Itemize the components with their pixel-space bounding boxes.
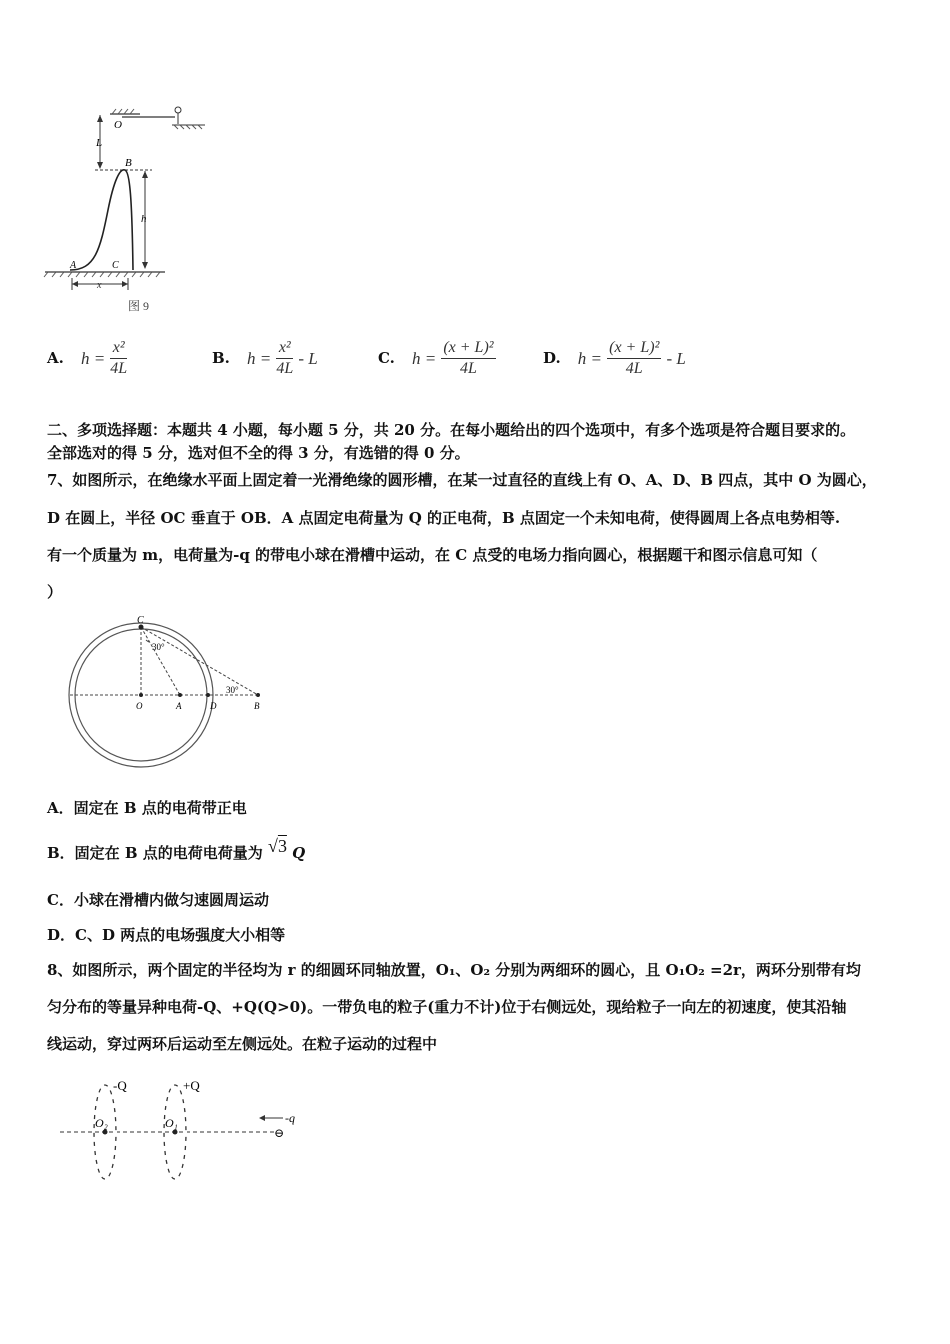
q7-line1: 7、如图所示，在绝缘水平面上固定着一光滑绝缘的圆形槽，在某一过直径的直线上有 O、A、D、B 四点，其中 O 为圆心，: [47, 471, 877, 489]
label-l: L: [96, 137, 103, 149]
label-b: B: [125, 157, 132, 169]
q6-option-b[interactable]: [212, 338, 318, 379]
q8-line3: 线运动，穿过两环后运动至左侧远处。在粒子运动的过程中: [47, 1035, 438, 1053]
option-d-num: (x + L)²: [607, 338, 661, 359]
fig7-angle2: 30°: [226, 685, 239, 695]
q7-option-b-q: Q: [292, 844, 306, 862]
option-a-label: A.: [47, 349, 64, 367]
q8-line1: 8、如图所示，两个固定的半径均为 r 的细圆环同轴放置，O₁、O₂ 分别为两细环的圆心，且 O₁O₂ =2r，两环分别带有均: [47, 961, 861, 979]
q7-option-b[interactable]: B．固定在 B 点的电荷电荷量为 √3 Q: [47, 836, 306, 862]
option-b-lhs: h =: [247, 348, 272, 368]
label-c: C: [112, 260, 119, 271]
fig8-neg-q: -Q: [113, 1078, 127, 1093]
option-d-label: D.: [543, 349, 561, 367]
q6-option-c[interactable]: [378, 338, 496, 379]
q7-line2: D 在圆上，半径 OC 垂直于 OB．A 点固定电荷量为 Q 的正电荷，B 点固定一个未知电荷，使得圆周上各点电势相等.: [47, 509, 841, 527]
option-c-label: C.: [378, 349, 395, 367]
q7-figure: [60, 612, 280, 772]
q7-option-b-text: B．固定在 B 点的电荷电荷量为: [47, 844, 263, 862]
option-a-den: 4L: [110, 360, 128, 377]
option-a-lhs: h =: [80, 348, 106, 368]
label-o: O: [114, 119, 122, 131]
q6-option-d[interactable]: [543, 338, 686, 379]
fig7-label-c: C: [137, 615, 144, 626]
fig7-angle1: 30°: [152, 642, 165, 652]
q7-line3: 有一个质量为 m，电荷量为-q 的带电小球在滑槽中运动，在 C 点受的电场力指向圆心，根据题干和图示信息可知（: [47, 546, 818, 564]
fig8-o1: O₁: [165, 1116, 178, 1130]
option-d-lhs: h =: [577, 348, 603, 368]
figure-9: [40, 100, 220, 320]
q6-option-a[interactable]: [47, 338, 127, 379]
q7-option-a[interactable]: A．固定在 B 点的电荷带正电: [47, 799, 247, 817]
option-c-lhs: h =: [412, 348, 437, 368]
label-h: h: [141, 213, 147, 225]
fig7-label-a: A: [176, 701, 182, 711]
option-d-den: 4L: [625, 360, 643, 377]
label-x: x: [97, 280, 102, 291]
figure-9-caption: 图 9: [128, 299, 150, 313]
section2-line1: 二、多项选择题：本题共 4 小题，每小题 5 分，共 20 分。在每小题给出的四个选项中，有多个选项是符合题目要求的。: [47, 421, 856, 439]
q8-line2: 匀分布的等量异种电荷-Q、+Q(Q>0)。一带负电的粒子(重力不计)位于右侧远处，现给粒子一向左的初速度，使其沿轴: [47, 998, 847, 1016]
fig7-label-b: B: [254, 701, 260, 711]
option-b-den: 4L: [276, 360, 294, 377]
option-b-label: B.: [212, 349, 230, 367]
fig8-q: -q: [285, 1111, 295, 1125]
q8-figure: [55, 1075, 315, 1195]
fig7-label-d: D: [210, 701, 217, 711]
fig8-particle: ⊖: [274, 1126, 285, 1140]
label-a: A: [70, 260, 77, 271]
q7-option-c[interactable]: C．小球在滑槽内做匀速圆周运动: [47, 891, 269, 909]
section2-line2: 全部选对的得 5 分，选对但不全的得 3 分，有选错的得 0 分。: [47, 444, 470, 462]
fig7-label-o: O: [136, 701, 143, 711]
option-a-num: x²: [110, 338, 127, 359]
option-c-num: (x + L)²: [441, 338, 495, 359]
option-c-den: 4L: [460, 360, 477, 377]
fig8-pos-q: +Q: [183, 1078, 200, 1093]
option-b-suffix: - L: [298, 348, 318, 368]
q7-line4: ）: [47, 583, 63, 601]
option-b-num: x²: [276, 338, 293, 359]
fig8-o2: O₂: [95, 1116, 108, 1130]
q7-option-d[interactable]: D．C、D 两点的电场强度大小相等: [47, 926, 286, 944]
option-d-suffix: - L: [666, 348, 686, 368]
q7-option-b-sqrt: 3: [277, 836, 287, 856]
